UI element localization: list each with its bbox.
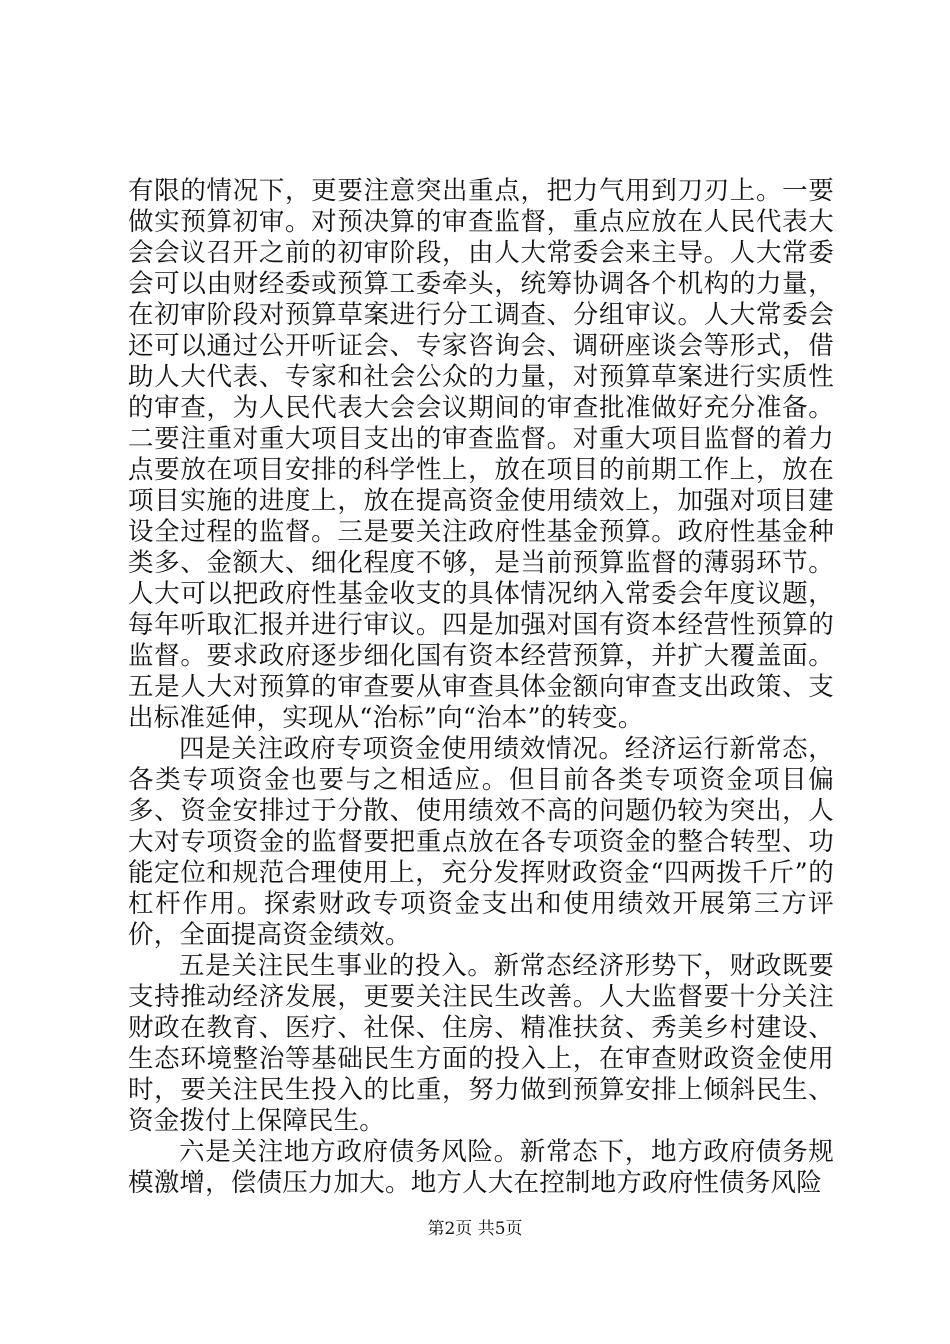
paragraph-debt-risk: 六是关注地方政府债务风险。新常态下，地方政府债务规模激增，偿债压力加大。地方人大在控制地方政府性债务风险: [128, 1137, 834, 1198]
page-number-label: 第2页 共5页: [427, 1219, 523, 1239]
paragraph-livelihood-investment: 五是关注民生事业的投入。新常态经济形势下，财政既要支持推动经济发展，更要关注民生改善。人大监督要十分关注财政在教育、医疗、社保、住房、精准扶贫、秀美乡村建设、生态环境整治等基础民生方面的投入上，在审查财政资金使用时，要关注民生投入的比重，努力做到预算安排上倾斜民生、资金拨付上保障民生。: [128, 951, 834, 1136]
document-body: [128, 176, 834, 1199]
page-footer: [0, 1218, 950, 1240]
paragraph-budget-review: 有限的情况下，更要注意突出重点，把力气用到刀刃上。一要做实预算初审。对预决算的审查监督，重点应放在人民代表大会会议召开之前的初审阶段，由人大常委会来主导。人大常委会可以由财经委或预算工委牵头，统筹协调各个机构的力量，在初审阶段对预算草案进行分工调查、分组审议。人大常委会还可以通过公开听证会、专家咨询会、调研座谈会等形式，借助人大代表、专家和社会公众的力量，对预算草案进行实质性的审查，为人民代表大会会议期间的审查批准做好充分准备。二要注重对重大项目支出的审查监督。对重大项目监督的着力点要放在项目安排的科学性上，放在项目的前期工作上，放在项目实施的进度上，放在提高资金使用绩效上，加强对项目建设全过程的监督。三是要关注政府性基金预算。政府性基金种类多、金额大、细化程度不够，是当前预算监督的薄弱环节。人大可以把政府性基金收支的具体情况纳入常委会年度议题，每年听取汇报并进行审议。四是加强对国有资本经营性预算的监督。要求政府逐步细化国有资本经营预算，并扩大覆盖面。五是人大对预算的审查要从审查具体金额向审查支出政策、支出标准延伸，实现从“治标”向“治本”的转变。: [128, 176, 834, 733]
paragraph-special-funds: 四是关注政府专项资金使用绩效情况。经济运行新常态，各类专项资金也要与之相适应。但目前各类专项资金项目偏多、资金安排过于分散、使用绩效不高的问题仍较为突出，人大对专项资金的监督要把重点放在各专项资金的整合转型、功能定位和规范合理使用上，充分发挥财政资金“四两拨千斤”的杠杆作用。探索财政专项资金支出和使用绩效开展第三方评价，全面提高资金绩效。: [128, 734, 834, 950]
